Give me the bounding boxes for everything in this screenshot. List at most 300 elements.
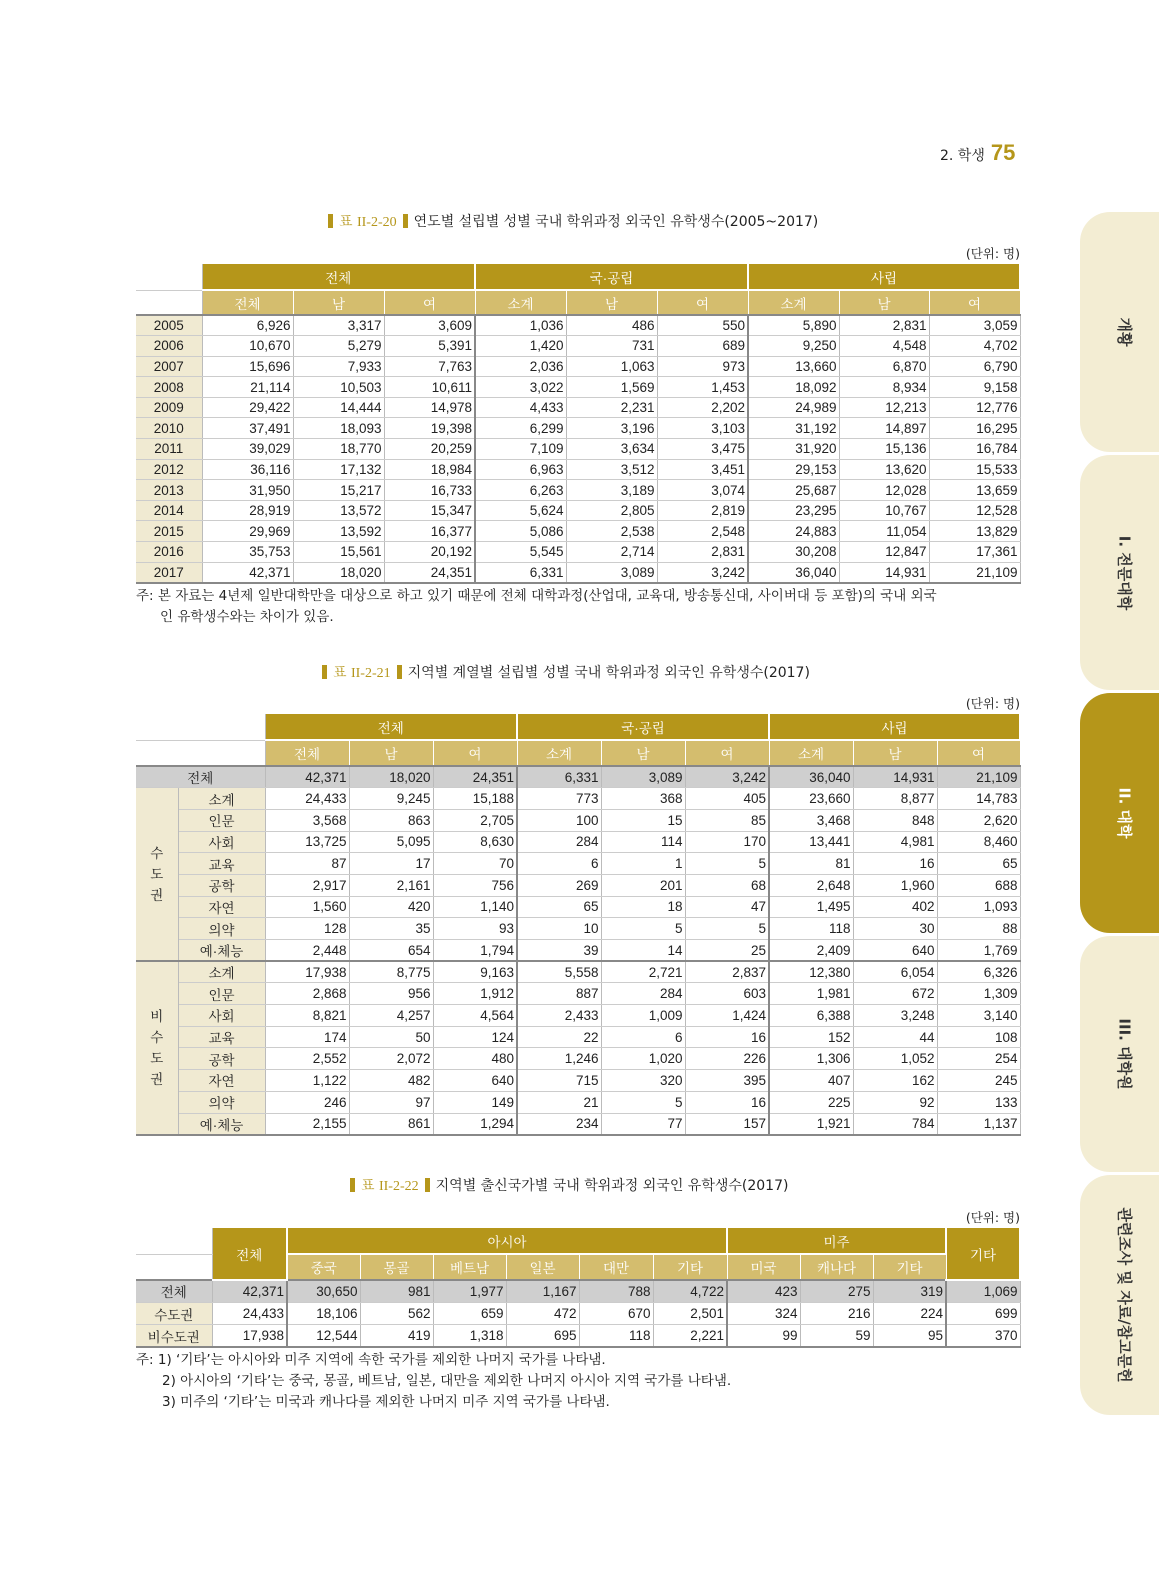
column-header: 여 [433, 740, 517, 766]
year-label: 2007 [136, 356, 202, 377]
value-cell: 1,453 [657, 377, 748, 398]
value-cell: 2,917 [265, 874, 349, 896]
value-cell: 3,140 [937, 1005, 1020, 1027]
table-row [136, 788, 1020, 810]
value-cell: 14,931 [839, 562, 929, 583]
value-cell: 108 [937, 1026, 1020, 1048]
value-cell: 407 [769, 1070, 853, 1092]
value-cell: 319 [873, 1280, 946, 1302]
value-cell: 12,213 [839, 397, 929, 418]
value-cell: 149 [433, 1091, 517, 1113]
column-header-other: 기타 [946, 1228, 1020, 1280]
value-cell: 157 [685, 1113, 769, 1135]
value-cell: 30,208 [748, 542, 839, 563]
value-cell: 16,295 [929, 418, 1020, 439]
value-cell: 6,963 [475, 459, 566, 480]
value-cell: 2,552 [265, 1048, 349, 1070]
table-row [136, 961, 1020, 983]
value-cell: 31,192 [748, 418, 839, 439]
value-cell: 2,831 [657, 542, 748, 563]
value-cell: 162 [853, 1070, 937, 1092]
value-cell: 5,086 [475, 521, 566, 542]
value-cell: 35 [349, 918, 433, 940]
table-row [136, 1325, 1020, 1347]
value-cell: 2,548 [657, 521, 748, 542]
value-cell: 480 [433, 1048, 517, 1070]
value-cell: 6,790 [929, 356, 1020, 377]
value-cell: 3,512 [566, 459, 657, 480]
value-cell: 22 [517, 1026, 601, 1048]
value-cell: 1,052 [853, 1048, 937, 1070]
value-cell: 14 [601, 940, 685, 962]
value-cell: 9,245 [349, 788, 433, 810]
column-header: 대만 [579, 1254, 653, 1280]
value-cell: 118 [769, 918, 853, 940]
table-row [136, 500, 1020, 521]
value-cell: 24,351 [433, 766, 517, 788]
value-cell: 695 [506, 1325, 579, 1347]
value-cell: 1,294 [433, 1113, 517, 1135]
value-cell: 1,921 [769, 1113, 853, 1135]
value-cell: 15,347 [384, 500, 475, 521]
value-cell: 15,561 [293, 542, 384, 563]
value-cell: 16 [685, 1026, 769, 1048]
value-cell: 863 [349, 809, 433, 831]
sub-header-row [136, 740, 1020, 766]
value-cell: 8,775 [349, 961, 433, 983]
value-cell: 23,295 [748, 500, 839, 521]
value-cell: 2,448 [265, 940, 349, 962]
value-cell: 2,648 [769, 874, 853, 896]
value-cell: 21,114 [202, 377, 293, 398]
column-group-header: 국·공립 [517, 714, 769, 740]
column-group-header: 국·공립 [475, 264, 748, 290]
table-row [136, 459, 1020, 480]
table-row [136, 439, 1020, 460]
value-cell: 550 [657, 315, 748, 336]
value-cell: 29,969 [202, 521, 293, 542]
value-cell: 68 [685, 874, 769, 896]
year-label: 2017 [136, 562, 202, 583]
value-cell: 2,409 [769, 940, 853, 962]
year-label: 2015 [136, 521, 202, 542]
value-cell: 8,934 [839, 377, 929, 398]
column-header: 여 [685, 740, 769, 766]
value-cell: 1,020 [601, 1048, 685, 1070]
field-label: 사회 [178, 1005, 265, 1027]
value-cell: 2,721 [601, 961, 685, 983]
table1-title: 표 II-2-20 연도별 설립별 성별 국내 학위과정 외국인 유학생수(2005~2017) [322, 211, 818, 231]
value-cell: 118 [579, 1325, 653, 1347]
row-label: 비수도권 [136, 1325, 212, 1347]
value-cell: 9,158 [929, 377, 1020, 398]
value-cell: 3,248 [853, 1005, 937, 1027]
value-cell: 17,361 [929, 542, 1020, 563]
table3-notes: 주: 1) ‘기타’는 아시아와 미주 지역에 속한 국가를 제외한 나머지 국가를 나타냄. 2) 아시아의 ‘기타’는 중국, 몽골, 베트남, 일본, 대만을 제외한 나머지 아시아 지역 국가를 나타냄. 3) 미주의 ‘기타’는 미국과 캐나다를 제외한 나머지 미주 지역 국가를 나타냄. [136, 1352, 732, 1410]
year-label: 2005 [136, 315, 202, 336]
value-cell: 3,468 [769, 809, 853, 831]
value-cell: 21,109 [929, 562, 1020, 583]
table-row [136, 336, 1020, 357]
value-cell: 1,495 [769, 896, 853, 918]
value-cell: 100 [517, 809, 601, 831]
year-label: 2010 [136, 418, 202, 439]
value-cell: 12,847 [839, 542, 929, 563]
row-label: 수도권 [136, 1302, 212, 1324]
year-label: 2008 [136, 377, 202, 398]
value-cell: 956 [349, 983, 433, 1005]
column-group-header: 전체 [265, 714, 517, 740]
value-cell: 6,326 [937, 961, 1020, 983]
year-label: 2009 [136, 397, 202, 418]
value-cell: 85 [685, 809, 769, 831]
value-cell: 395 [685, 1070, 769, 1092]
value-cell: 8,821 [265, 1005, 349, 1027]
value-cell: 2,202 [657, 397, 748, 418]
field-label: 교육 [178, 1026, 265, 1048]
table3-title: 표 II-2-22 지역별 출신국가별 국내 학위과정 외국인 유학생수(2017) [344, 1175, 788, 1195]
column-group-header: 전체 [202, 264, 475, 290]
field-label: 예·체능 [178, 1113, 265, 1135]
value-cell: 1,569 [566, 377, 657, 398]
value-cell: 88 [937, 918, 1020, 940]
value-cell: 16 [685, 1091, 769, 1113]
value-cell: 7,763 [384, 356, 475, 377]
table-row [136, 1005, 1020, 1027]
table-row [136, 1113, 1020, 1135]
value-cell: 20,192 [384, 542, 475, 563]
value-cell: 9,163 [433, 961, 517, 983]
column-header: 소계 [769, 740, 853, 766]
value-cell: 13,620 [839, 459, 929, 480]
value-cell: 6,054 [853, 961, 937, 983]
value-cell: 20,259 [384, 439, 475, 460]
value-cell: 7,109 [475, 439, 566, 460]
value-cell: 472 [506, 1302, 579, 1324]
value-cell: 17,938 [265, 961, 349, 983]
value-cell: 15,696 [202, 356, 293, 377]
value-cell: 24,433 [265, 788, 349, 810]
value-cell: 8,877 [853, 788, 937, 810]
value-cell: 715 [517, 1070, 601, 1092]
value-cell: 6 [517, 853, 601, 875]
value-cell: 5,624 [475, 500, 566, 521]
table-row [136, 1048, 1020, 1070]
value-cell: 562 [360, 1302, 433, 1324]
value-cell: 13,572 [293, 500, 384, 521]
field-label: 의약 [178, 918, 265, 940]
value-cell: 124 [433, 1026, 517, 1048]
value-cell: 3,022 [475, 377, 566, 398]
field-label: 예·체능 [178, 940, 265, 962]
value-cell: 402 [853, 896, 937, 918]
value-cell: 10,503 [293, 377, 384, 398]
page-number: 75 [990, 140, 1016, 165]
value-cell: 25,687 [748, 480, 839, 501]
table-row [136, 315, 1020, 336]
value-cell: 16,733 [384, 480, 475, 501]
value-cell: 12,028 [839, 480, 929, 501]
value-cell: 12,544 [287, 1325, 360, 1347]
value-cell: 4,722 [653, 1280, 727, 1302]
value-cell: 36,116 [202, 459, 293, 480]
table-row [136, 940, 1020, 962]
value-cell: 5,545 [475, 542, 566, 563]
value-cell: 848 [853, 809, 937, 831]
value-cell: 973 [657, 356, 748, 377]
value-cell: 784 [853, 1113, 937, 1135]
value-cell: 2,155 [265, 1113, 349, 1135]
value-cell: 15,217 [293, 480, 384, 501]
table-row [136, 983, 1020, 1005]
side-tab-overview[interactable]: 개황 [1080, 212, 1159, 452]
value-cell: 3,059 [929, 315, 1020, 336]
value-cell: 95 [873, 1325, 946, 1347]
region-label: 비수도권 [136, 961, 178, 1135]
value-cell: 2,538 [566, 521, 657, 542]
value-cell: 3,103 [657, 418, 748, 439]
value-cell: 35,753 [202, 542, 293, 563]
value-cell: 18 [601, 896, 685, 918]
value-cell: 370 [946, 1325, 1020, 1347]
value-cell: 31,920 [748, 439, 839, 460]
value-cell: 93 [433, 918, 517, 940]
value-cell: 16 [853, 853, 937, 875]
column-group-asia: 아시아 [287, 1228, 727, 1254]
column-header: 베트남 [433, 1254, 506, 1280]
column-header: 소계 [475, 290, 566, 315]
value-cell: 2,231 [566, 397, 657, 418]
value-cell: 1,981 [769, 983, 853, 1005]
value-cell: 6,870 [839, 356, 929, 377]
field-label: 교육 [178, 853, 265, 875]
value-cell: 3,089 [601, 766, 685, 788]
value-cell: 6,263 [475, 480, 566, 501]
value-cell: 81 [769, 853, 853, 875]
value-cell: 30 [853, 918, 937, 940]
value-cell: 29,153 [748, 459, 839, 480]
field-label: 소계 [178, 961, 265, 983]
value-cell: 24,351 [384, 562, 475, 583]
value-cell: 9,250 [748, 336, 839, 357]
column-header: 소계 [748, 290, 839, 315]
value-cell: 15 [601, 809, 685, 831]
column-header: 여 [937, 740, 1020, 766]
table-row [136, 896, 1020, 918]
field-label: 공학 [178, 874, 265, 896]
value-cell: 2,831 [839, 315, 929, 336]
value-cell: 87 [265, 853, 349, 875]
value-cell: 423 [727, 1280, 800, 1302]
value-cell: 19,398 [384, 418, 475, 439]
value-cell: 1,309 [937, 983, 1020, 1005]
value-cell: 5,095 [349, 831, 433, 853]
column-header: 전체 [265, 740, 349, 766]
value-cell: 245 [937, 1070, 1020, 1092]
value-cell: 1,009 [601, 1005, 685, 1027]
value-cell: 368 [601, 788, 685, 810]
value-cell: 284 [517, 831, 601, 853]
value-cell: 14,931 [853, 766, 937, 788]
value-cell: 1,246 [517, 1048, 601, 1070]
value-cell: 5 [685, 853, 769, 875]
value-cell: 4,564 [433, 1005, 517, 1027]
value-cell: 1,960 [853, 874, 937, 896]
value-cell: 70 [433, 853, 517, 875]
table-row [136, 562, 1020, 583]
value-cell: 788 [579, 1280, 653, 1302]
value-cell: 16,377 [384, 521, 475, 542]
value-cell: 4,433 [475, 397, 566, 418]
value-cell: 226 [685, 1048, 769, 1070]
value-cell: 4,981 [853, 831, 937, 853]
value-cell: 2,221 [653, 1325, 727, 1347]
value-cell: 3,196 [566, 418, 657, 439]
group-header-row [136, 1228, 1020, 1254]
column-header: 중국 [287, 1254, 360, 1280]
table3-unit: (단위: 명) [965, 1210, 1020, 1225]
value-cell: 482 [349, 1070, 433, 1092]
value-cell: 981 [360, 1280, 433, 1302]
value-cell: 10,611 [384, 377, 475, 398]
value-cell: 17 [349, 853, 433, 875]
value-cell: 672 [853, 983, 937, 1005]
column-header: 남 [349, 740, 433, 766]
value-cell: 3,451 [657, 459, 748, 480]
value-cell: 2,837 [685, 961, 769, 983]
table-row [136, 1026, 1020, 1048]
value-cell: 4,257 [349, 1005, 433, 1027]
column-header: 남 [839, 290, 929, 315]
value-cell: 3,317 [293, 315, 384, 336]
value-cell: 3,609 [384, 315, 475, 336]
value-cell: 1,560 [265, 896, 349, 918]
group-header-row [136, 264, 1020, 290]
value-cell: 13,829 [929, 521, 1020, 542]
column-group-america: 미주 [727, 1228, 946, 1254]
value-cell: 4,702 [929, 336, 1020, 357]
column-header: 몽골 [360, 1254, 433, 1280]
value-cell: 670 [579, 1302, 653, 1324]
column-header: 남 [566, 290, 657, 315]
field-label: 자연 [178, 896, 265, 918]
table-row [136, 1302, 1020, 1324]
value-cell: 36,040 [748, 562, 839, 583]
value-cell: 50 [349, 1026, 433, 1048]
table-row [136, 397, 1020, 418]
value-cell: 12,776 [929, 397, 1020, 418]
value-cell: 1,912 [433, 983, 517, 1005]
row-label: 전체 [136, 1280, 212, 1302]
value-cell: 486 [566, 315, 657, 336]
value-cell: 2,501 [653, 1302, 727, 1324]
field-label: 사회 [178, 831, 265, 853]
side-tab-graduate[interactable]: III. 대학원 [1080, 936, 1159, 1172]
value-cell: 114 [601, 831, 685, 853]
value-cell: 1,318 [433, 1325, 506, 1347]
value-cell: 405 [685, 788, 769, 810]
value-cell: 17,938 [212, 1325, 287, 1347]
value-cell: 12,528 [929, 500, 1020, 521]
value-cell: 18,093 [293, 418, 384, 439]
value-cell: 30,650 [287, 1280, 360, 1302]
value-cell: 42,371 [202, 562, 293, 583]
value-cell: 14,783 [937, 788, 1020, 810]
value-cell: 3,634 [566, 439, 657, 460]
total-row [136, 1280, 1020, 1302]
side-tab-university[interactable]: II. 대학 [1080, 693, 1159, 933]
value-cell: 18,984 [384, 459, 475, 480]
value-cell: 269 [517, 874, 601, 896]
value-cell: 18,106 [287, 1302, 360, 1324]
side-tab-references[interactable]: 관련조사 및 자료/참고문헌 [1080, 1175, 1159, 1415]
side-tab-junior-college[interactable]: I. 전문대학 [1080, 455, 1159, 690]
value-cell: 1,977 [433, 1280, 506, 1302]
value-cell: 24,883 [748, 521, 839, 542]
table-row [136, 542, 1020, 563]
value-cell: 18,770 [293, 439, 384, 460]
value-cell: 152 [769, 1026, 853, 1048]
year-label: 2012 [136, 459, 202, 480]
table1 [136, 264, 1021, 584]
value-cell: 1,794 [433, 940, 517, 962]
value-cell: 1,306 [769, 1048, 853, 1070]
value-cell: 37,491 [202, 418, 293, 439]
value-cell: 216 [800, 1302, 873, 1324]
value-cell: 320 [601, 1070, 685, 1092]
column-header: 남 [293, 290, 384, 315]
value-cell: 2,036 [475, 356, 566, 377]
value-cell: 1,167 [506, 1280, 579, 1302]
value-cell: 23,660 [769, 788, 853, 810]
table-row [136, 480, 1020, 501]
value-cell: 65 [937, 853, 1020, 875]
value-cell: 13,725 [265, 831, 349, 853]
sub-header-row [136, 290, 1020, 315]
value-cell: 8,630 [433, 831, 517, 853]
value-cell: 14,978 [384, 397, 475, 418]
value-cell: 756 [433, 874, 517, 896]
table-row [136, 1070, 1020, 1092]
value-cell: 773 [517, 788, 601, 810]
year-label: 2011 [136, 439, 202, 460]
table-row [136, 831, 1020, 853]
value-cell: 887 [517, 983, 601, 1005]
value-cell: 6,388 [769, 1005, 853, 1027]
value-cell: 1,036 [475, 315, 566, 336]
value-cell: 640 [433, 1070, 517, 1092]
value-cell: 3,074 [657, 480, 748, 501]
field-label: 자연 [178, 1070, 265, 1092]
region-label: 수도권 [136, 788, 178, 962]
value-cell: 2,620 [937, 809, 1020, 831]
table-row [136, 521, 1020, 542]
value-cell: 5,558 [517, 961, 601, 983]
row-label: 전체 [136, 766, 265, 788]
value-cell: 21 [517, 1091, 601, 1113]
value-cell: 39 [517, 940, 601, 962]
table-row [136, 418, 1020, 439]
value-cell: 128 [265, 918, 349, 940]
value-cell: 36,040 [769, 766, 853, 788]
value-cell: 1,137 [937, 1113, 1020, 1135]
value-cell: 21,109 [937, 766, 1020, 788]
value-cell: 224 [873, 1302, 946, 1324]
table2 [136, 714, 1021, 1136]
value-cell: 18,092 [748, 377, 839, 398]
table-row [136, 1091, 1020, 1113]
value-cell: 3,475 [657, 439, 748, 460]
